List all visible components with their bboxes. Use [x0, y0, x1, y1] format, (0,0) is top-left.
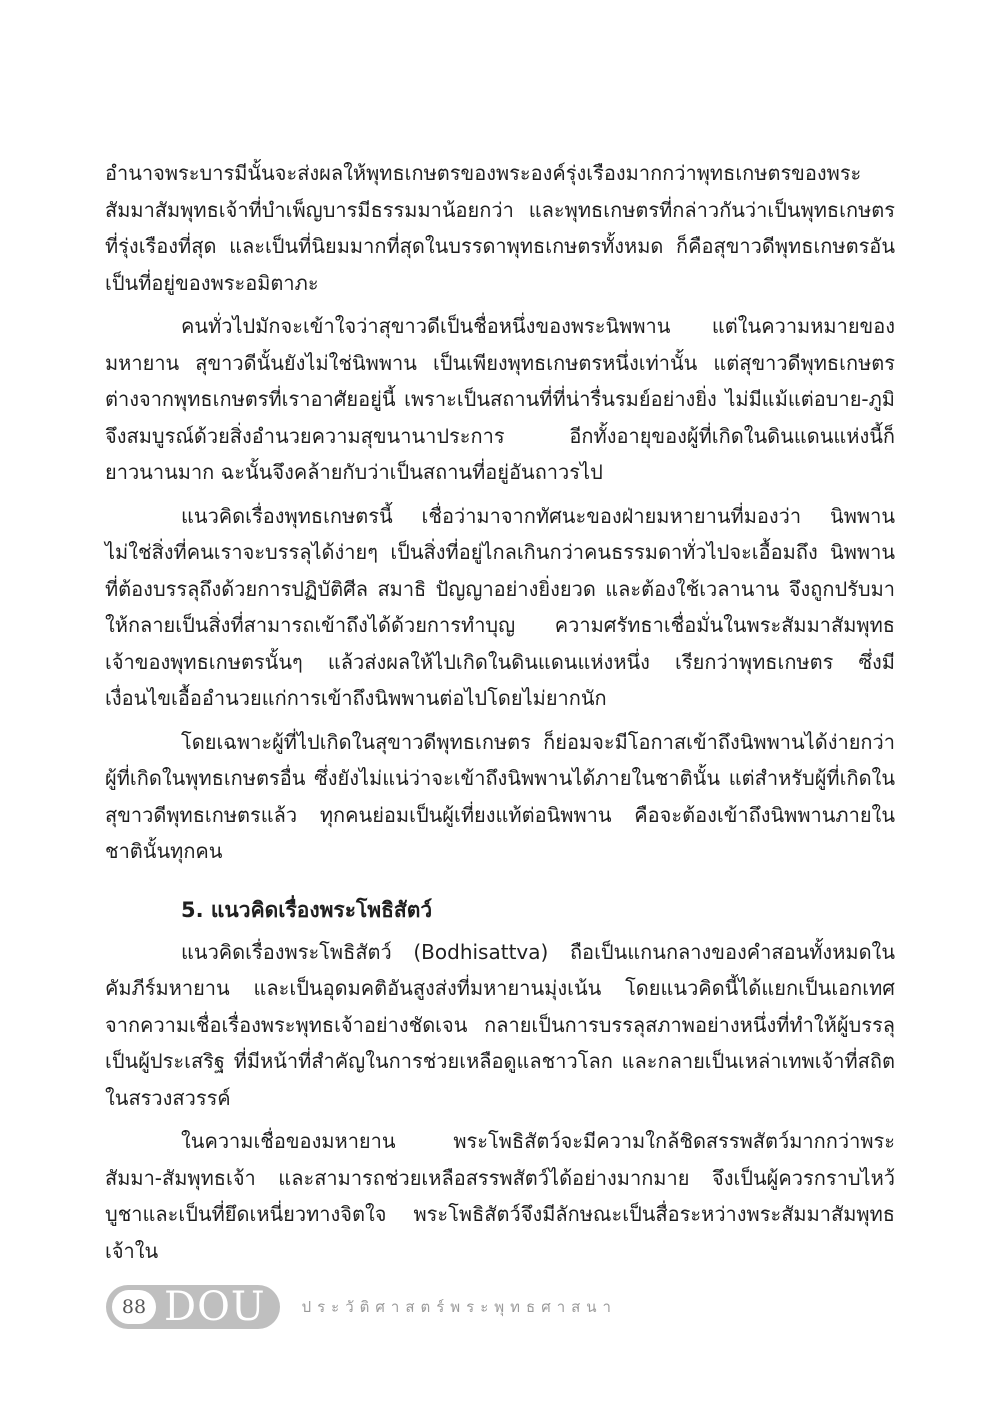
paragraph: ในความเชื่อของมหายาน พระโพธิสัตว์จะมีความใกล้ชิดสรรพสัตว์มากกว่าพระสัมมา-สัมพุทธเจ้า และสามารถช่วยเหลือสรรพสัตว์ได้อย่างมากมาย จึงเป็นผู้ควรกราบไหว้บูชาและเป็นที่ยึดเหนี่ยวทางจิตใจ พระโพธิสัตว์จึงมีลักษณะเป็นสื่อระหว่างพระสัมมาสัมพุทธเจ้าใน [105, 1129, 895, 1263]
page-content [105, 155, 895, 1276]
paragraph: โดยเฉพาะผู้ที่ไปเกิดในสุขาวดีพุทธเกษตร ก็ย่อมจะมีโอกาสเข้าถึงนิพพานได้ง่ายกว่าผู้ที่เกิดในพุทธเกษตรอื่น ซึ่งยังไม่แน่ว่าจะเข้าถึงนิพพานได้ภายในชาตินั้น แต่สำหรับผู้ที่เกิดในสุขาวดีพุทธเกษตรแล้ว ทุกคนย่อมเป็นผู้เที่ยงแท้ต่อนิพพาน คือจะต้องเข้าถึงนิพพานภายในชาตินั้นทุกคน [105, 729, 895, 863]
paragraph: แนวคิดเรื่องพระโพธิสัตว์ (Bodhisattva) ถือเป็นแกนกลางของคำสอนทั้งหมดในคัมภีร์มหายาน และเป็นอุดมคติอันสูงส่งที่มหายานมุ่งเน้น โดยแนวคิดนี้ได้แยกเป็นเอกเทศจากความเชื่อเรื่องพระพุทธเจ้าอย่างชัดเจน กลายเป็นการบรรลุสภาพอย่างหนึ่งที่ทำให้ผู้บรรลุเป็นผู้ประเสริฐ ที่มีหน้าที่สำคัญในการช่วยเหลือดูแลชาวโลก และกลายเป็นเหล่าเทพเจ้าที่สถิตในสรวงสวรรค์ [105, 939, 895, 1110]
page-footer [106, 1283, 617, 1331]
paragraph: แนวคิดเรื่องพุทธเกษตรนี้ เชื่อว่ามาจากทัศนะของฝ่ายมหายานที่มองว่า นิพพานไม่ใช่สิ่งที่คนเราจะบรรลุได้ง่ายๆ เป็นสิ่งที่อยู่ไกลเกินกว่าคนธรรมดาทั่วไปจะเอื้อมถึง นิพพานที่ต้องบรรลุถึงด้วยการปฏิบัติศีล สมาธิ ปัญญาอย่างยิ่งยวด และต้องใช้เวลานาน จึงถูกปรับมาให้กลายเป็นสิ่งที่สามารถเข้าถึงได้ด้วยการทำบุญ ความศรัทธาเชื่อมั่นในพระสัมมาสัมพุทธเจ้าของพุทธเกษตรนั้นๆ แล้วส่งผลให้ไปเกิดในดินแดนแห่งหนึ่ง เรียกว่าพุทธเกษตร ซึ่งมีเงื่อนไขเอื้ออำนวยแก่การเข้าถึงนิพพานต่อไปโดยไม่ยากนัก [105, 503, 895, 710]
running-title: ประวัติศาสตร์พระพุทธศาสนา [301, 1298, 617, 1316]
dou-logo: DOU [164, 1284, 266, 1330]
page-badge [106, 1285, 280, 1329]
paragraph: อำนาจพระบารมีนั้นจะส่งผลให้พุทธเกษตรของพระองค์รุ่งเรืองมากกว่าพุทธเกษตรของพระสัมมาสัมพุทธเจ้าที่บำเพ็ญบารมีธรรมมาน้อยกว่า และพุทธเกษตรที่กล่าวกันว่าเป็นพุทธเกษตรที่รุ่งเรืองที่สุด และเป็นที่นิยมมากที่สุดในบรรดาพุทธเกษตรทั้งหมด ก็คือสุขาวดีพุทธเกษตรอันเป็นที่อยู่ของพระอมิตาภะ [105, 161, 895, 295]
paragraph: คนทั่วไปมักจะเข้าใจว่าสุขาวดีเป็นชื่อหนึ่งของพระนิพพาน แต่ในความหมายของมหายาน สุขาวดีนั้นยังไม่ใช่นิพพาน เป็นเพียงพุทธเกษตรหนึ่งเท่านั้น แต่สุขาวดีพุทธเกษตรต่างจากพุทธเกษตรที่เราอาศัยอยู่นี้ เพราะเป็นสถานที่ที่น่ารื่นรมย์อย่างยิ่ง ไม่มีแม้แต่อบาย-ภูมิ จึงสมบูรณ์ด้วยสิ่งอำนวยความสุขนานาประการ อีกทั้งอายุของผู้ที่เกิดในดินแดนแห่งนี้ก็ยาวนานมาก ฉะนั้นจึงคล้ายกับว่าเป็นสถานที่อยู่อันถาวรไป [105, 314, 895, 484]
section-heading: 5. แนวคิดเรื่องพระโพธิสัตว์ [181, 897, 433, 922]
page-number: 88 [112, 1290, 156, 1324]
